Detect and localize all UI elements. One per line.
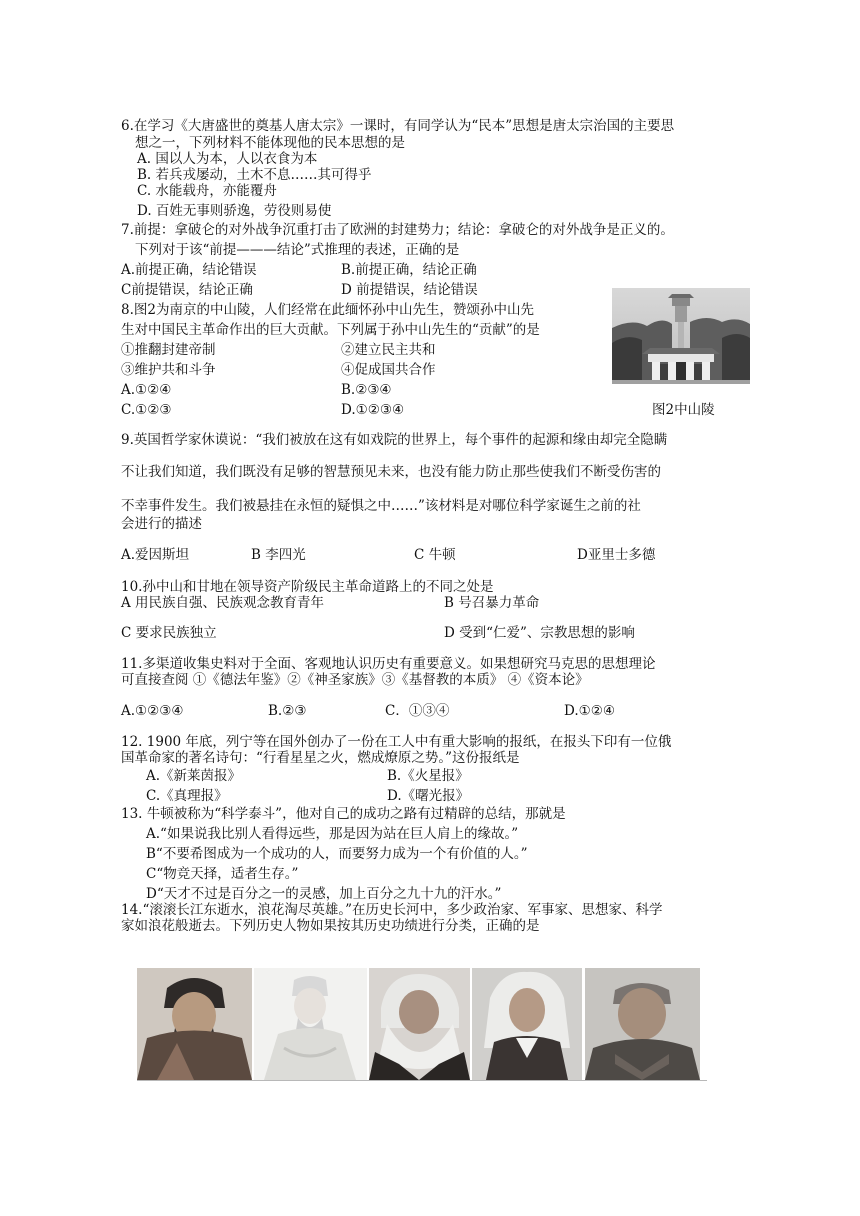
q12-stem-line2: 国革命家的著名诗句：“行看星星之火，燃成燎原之势。”这份报纸是 bbox=[121, 750, 520, 766]
q7-stem-line1: 7.前提：拿破仑的对外战争沉重打击了欧洲的封建势力；结论：拿破仑的对外战争是正义的。 bbox=[121, 222, 674, 238]
q8-option-a: A.①②④ bbox=[121, 382, 172, 398]
q6-option-b: B. 若兵戎屡动，土木不息……其可得乎 bbox=[137, 167, 372, 183]
portrait-5-image bbox=[585, 968, 700, 1080]
q7-option-c: C前提错误，结论正确 bbox=[121, 282, 253, 298]
portrait-1-image bbox=[137, 968, 252, 1080]
q8-item-1: ①推翻封建帝制 bbox=[121, 342, 216, 358]
q8-item-4: ④促成国共合作 bbox=[341, 362, 436, 378]
q12-option-c: C.《真理报》 bbox=[146, 788, 228, 804]
q8-stem-line2: 生对中国民主革命作出的巨大贡献。下列属于孙中山先生的“贡献”的是 bbox=[121, 322, 540, 338]
q8-option-d: D.①②③④ bbox=[341, 402, 405, 418]
q8-figure-caption: 图2中山陵 bbox=[652, 402, 715, 418]
zhongshan-mausoleum-image bbox=[612, 288, 750, 384]
q11-stem-line2: 可直接查阅 ①《德法年鉴》②《神圣家族》③《基督教的本质》 ④《资本论》 bbox=[121, 672, 589, 688]
q12-option-b: B.《火星报》 bbox=[387, 768, 469, 784]
q6-stem-line2: 想之一，下列材料不能体现他的民本思想的是 bbox=[135, 135, 405, 151]
q13-option-a: A.“如果说我比别人看得远些，那是因为站在巨人肩上的缘故。” bbox=[146, 826, 519, 842]
portrait-3-image bbox=[369, 968, 470, 1080]
q10-option-b: B 号召暴力革命 bbox=[444, 595, 540, 611]
q13-option-d: D“天才不过是百分之一的灵感，加上百分之九十九的汗水。” bbox=[146, 886, 502, 902]
q10-option-a: A 用民族自强、民族观念教育青年 bbox=[121, 595, 325, 611]
q12-stem-line1: 12. 1900 年底，列宁等在国外创办了一份在工人中有重大影响的报纸，在报头下印有一位俄 bbox=[121, 734, 672, 750]
q7-option-b: B.前提正确，结论正确 bbox=[341, 262, 477, 278]
q8-stem-line1: 8.图2为南京的中山陵，人们经常在此缅怀孙中山先生，赞颂孙中山先 bbox=[121, 302, 534, 318]
portrait-2-image bbox=[254, 968, 367, 1080]
q9-material-line2: 不让我们知道，我们既没有足够的智慧预见未来，也没有能力防止那些使我们不断受伤害的 bbox=[121, 464, 661, 480]
q11-option-a: A.①②③④ bbox=[121, 703, 184, 719]
q6-option-c: C. 水能载舟，亦能覆舟 bbox=[137, 183, 277, 199]
q11-option-c: C．①③④ bbox=[385, 703, 450, 719]
q14-stem-line1: 14.“滚滚长江东逝水，浪花淘尽英雄。”在历史长河中，多少政治家、军事家、思想家、科学 bbox=[121, 902, 663, 918]
q6-option-a: A. 国以人为本，人以衣食为本 bbox=[137, 151, 318, 167]
q7-option-d: D 前提错误，结论错误 bbox=[341, 282, 478, 298]
portrait-4-image bbox=[472, 968, 582, 1080]
q13-stem: 13. 牛顿被称为“科学泰斗”，他对自己的成功之路有过精辟的总结，那就是 bbox=[121, 806, 566, 822]
q9-material-line1: 9.英国哲学家休谟说：“我们被放在这有如戏院的世界上，每个事件的起源和缘由却完全隐瞒 bbox=[121, 432, 668, 448]
q8-item-2: ②建立民主共和 bbox=[341, 342, 436, 358]
q11-stem-line1: 11.多渠道收集史料对于全面、客观地认识历史有重要意义。如果想研究马克思的思想理论 bbox=[121, 656, 656, 672]
q9-option-d: D亚里士多德 bbox=[577, 547, 656, 563]
q9-material-line3: 不幸事件发生。我们被悬挂在永恒的疑惧之中……”该材料是对哪位科学家诞生之前的社 bbox=[121, 498, 641, 514]
q9-option-c: C 牛顿 bbox=[414, 547, 456, 563]
q12-option-d: D.《曙光报》 bbox=[387, 788, 470, 804]
q14-stem-line2: 家如浪花般逝去。下列历史人物如果按其历史功绩进行分类，正确的是 bbox=[121, 918, 540, 934]
q10-stem: 10.孙中山和甘地在领导资产阶级民主革命道路上的不同之处是 bbox=[121, 579, 494, 595]
q13-option-b: B“不要希图成为一个成功的人，而要努力成为一个有价值的人。” bbox=[146, 846, 528, 862]
q11-option-b: B.②③ bbox=[268, 703, 307, 719]
q8-item-3: ③维护共和斗争 bbox=[121, 362, 216, 378]
q6-option-d: D. 百姓无事则骄逸，劳役则易使 bbox=[137, 203, 332, 219]
q12-option-a: A.《新莱茵报》 bbox=[146, 768, 242, 784]
image-strip-baseline bbox=[137, 1080, 707, 1081]
q7-option-a: A.前提正确，结论错误 bbox=[121, 262, 257, 278]
q8-option-c: C.①②③ bbox=[121, 402, 172, 418]
q11-option-d: D.①②④ bbox=[564, 703, 615, 719]
q13-option-c: C“物竞天择，适者生存。” bbox=[146, 866, 299, 882]
q9-option-a: A.爱因斯坦 bbox=[121, 547, 190, 563]
q8-option-b: B.②③④ bbox=[341, 382, 392, 398]
q10-option-c: C 要求民族独立 bbox=[121, 625, 217, 641]
q9-option-b: B 李四光 bbox=[251, 547, 306, 563]
q7-stem-line2: 下列对于该“前提———结论”式推理的表述，正确的是 bbox=[135, 242, 460, 258]
q6-stem-line1: 6.在学习《大唐盛世的奠基人唐太宗》一课时，有同学认为“民本”思想是唐太宗治国的主要思 bbox=[121, 118, 675, 134]
q9-material-line4: 会进行的描述 bbox=[121, 516, 202, 532]
q10-option-d: D 受到“仁爱”、宗教思想的影响 bbox=[444, 625, 635, 641]
